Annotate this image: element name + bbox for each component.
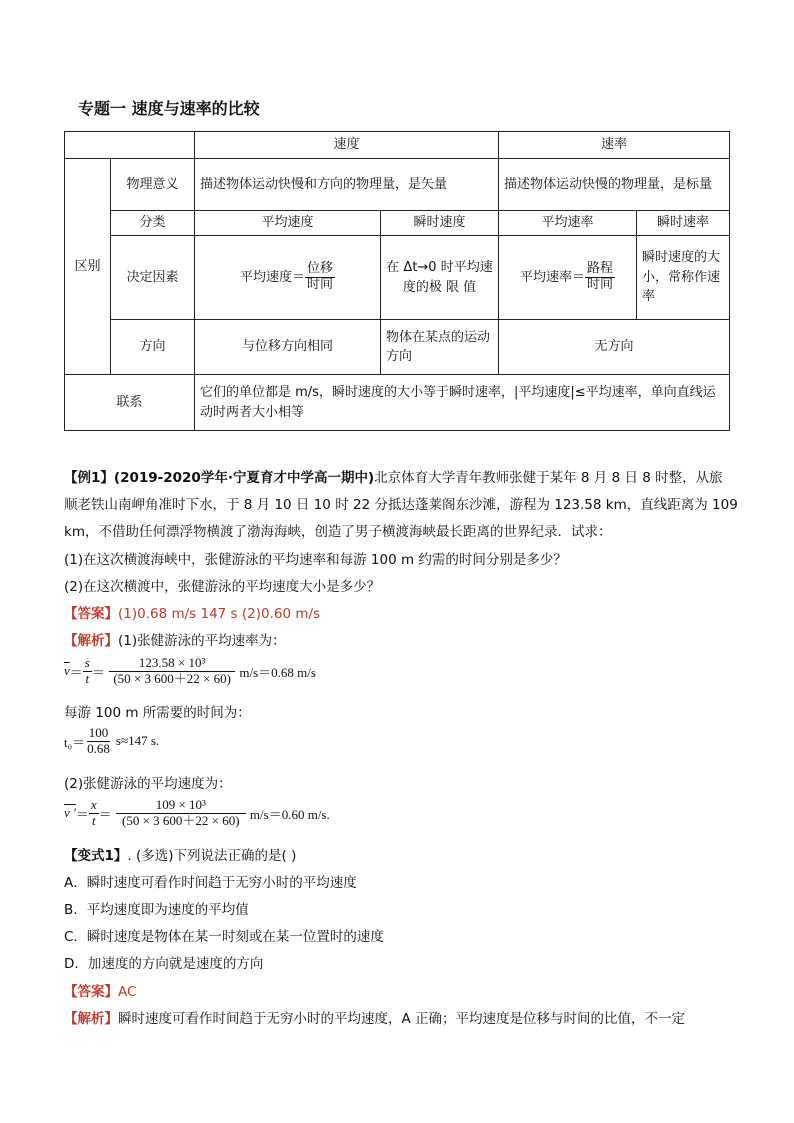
avg-speed-formula: [195, 236, 381, 320]
eq1-result: m/s＝0.68 m/s: [239, 664, 316, 680]
example1-source: (2019-2020学年·宁夏育才中学高一期中): [113, 470, 375, 486]
eq2-den: 0.68: [87, 740, 110, 756]
avg-speed-den: 时间: [307, 277, 334, 292]
eq1-num: 123.58 × 10³: [109, 656, 235, 672]
header-blank: [65, 132, 195, 159]
row-diff-label: 区别: [65, 159, 111, 375]
variant1-answer: 【答案】AC: [64, 984, 137, 1000]
eq3-den: (50 × 3 600＋22 × 60): [122, 812, 240, 828]
link-text: 它们的单位都是 m/s，瞬时速度的大小等于瞬时速率，|平均速度|≤平均速率，单向直线运动时两者大小相等: [195, 375, 730, 431]
variant1-stem: 【变式1】. (多选)下列说法正确的是( ): [64, 848, 297, 864]
eq3-result: m/s＝0.60 m/s.: [249, 806, 330, 822]
meaning-rate: 描述物体运动快慢的物理量，是标量: [499, 159, 730, 211]
example1-q2: (2)在这次横渡中，张健游泳的平均速度大小是多少？: [64, 579, 381, 595]
avg-rate-lhs: 平均速率＝: [520, 270, 586, 285]
inst-rate-header: 瞬时速率: [637, 211, 730, 236]
inst-rate-decide: 瞬时速度的大小，常称作速 率: [637, 236, 730, 320]
example1-analysis-line2: 每游 100 m 所需要的时间为：: [64, 705, 251, 721]
section-heading: 专题一 速度与速率的比较: [78, 99, 260, 118]
avg-rate-formula: [499, 236, 637, 320]
eq2-lhs: t₀＝: [64, 734, 86, 750]
dir-avg-speed: 与位移方向相同: [195, 320, 381, 375]
variant1-analysis: 【解析】瞬时速度可看作时间趋于无穷小时的平均速度，A 正确；平均速度是位移与时间的比值，不一定: [64, 1011, 686, 1027]
row-dir-label: 方向: [111, 320, 195, 375]
inst-speed-decide: 在 Δt→0 时平均速度的极 限 值: [381, 236, 499, 320]
eq2-num: 100: [88, 725, 109, 740]
avg-speed-lhs: 平均速度＝: [239, 270, 305, 285]
avg-rate-num: 路程: [587, 261, 614, 277]
eq1-den: (50 × 3 600＋22 × 60): [113, 670, 231, 686]
example1-analysis-line3: (2)张健游泳的平均速度为：: [64, 776, 232, 792]
dir-inst-speed: 物体在某点的运动方向: [381, 320, 499, 375]
eq2-result: s≈147 s.: [115, 733, 160, 749]
example1-answer: [64, 602, 320, 622]
eq3-num: 109 × 10³: [116, 798, 246, 814]
row-meaning-label: 物理意义: [111, 159, 195, 211]
variant1-option-a: A．瞬时速度可看作时间趋于无穷小时的平均速度: [64, 875, 357, 891]
row-decide-label: 决定因素: [111, 236, 195, 320]
example1-stem-line3: km，不借助任何漂浮物横渡了渤海海峡，创造了男子横渡海峡最长距离的世界纪录．试求：: [64, 524, 612, 540]
example1-tag: 【例1】: [64, 470, 114, 486]
variant1-tag: 【变式1】: [64, 848, 128, 864]
avg-rate-den: 时间: [587, 277, 614, 292]
avg-rate-header: 平均速率: [499, 211, 637, 236]
eq3-var: v ′: [64, 805, 76, 821]
variant1-option-c: C．瞬时速度是物体在某一时刻或在某一位置时的速度: [64, 929, 384, 945]
row-class-label: 分类: [111, 211, 195, 236]
variant1-option-d: D．加速度的方向就是速度的方向: [64, 956, 264, 972]
equation-avg-rate: $\overline{v}$ ＝ $\frac{s}{t}$ ＝ $\frac{\text{123.58 × 10³}}{(50 \times 3 600+22 \times 60)}$ m/s＝0.68 m/s: [64, 655, 316, 686]
example1-stem-line2: 顺老铁山南岬角准时下水，于 8 月 10 日 10 时 22 分抵达蓬莱阁东沙滩，游程为 123.58 km，直线距离为 109: [64, 497, 738, 513]
avg-speed-header: 平均速度: [195, 211, 381, 236]
example1-stem-line1: 【例1】(2019-2020学年·宁夏育才中学高一期中)北京体育大学青年教师张健于某年 8 月 8 日 8 时整，从旅: [64, 470, 723, 486]
answer-text: (1)0.68 m/s 147 s (2)0.60 m/s: [118, 606, 321, 622]
analysis-tag: 【解析】: [64, 633, 118, 649]
example1-analysis-line1: 【解析】(1)张健游泳的平均速率为：: [64, 633, 286, 649]
variant1-option-b: B．平均速度即为速度的平均值: [64, 902, 249, 918]
example1-q1: (1)在这次横渡海峡中，张健游泳的平均速率和每游 100 m 约需的时间分别是多少？: [64, 552, 567, 568]
answer-tag: 【答案】: [64, 606, 118, 622]
dir-rate: 无方向: [499, 320, 730, 375]
comparison-table: [64, 131, 730, 431]
variant1-answer-text: AC: [118, 984, 137, 1000]
eq1-var: $\overline{v}$: [64, 663, 70, 679]
row-link-label: 联系: [65, 375, 195, 431]
header-rate: 速率: [499, 132, 730, 159]
equation-time: [64, 726, 159, 757]
inst-speed-header: 瞬时速度: [381, 211, 499, 236]
header-speed: 速度: [195, 132, 499, 159]
avg-speed-num: 位移: [307, 261, 334, 277]
meaning-speed: 描述物体运动快慢和方向的物理量，是矢量: [195, 159, 499, 211]
equation-avg-speed: v ′ ＝ $\frac{x}{t}$ ＝ $\frac{\text{109 × 10³}}{(50 \times 3 600+22 \times 60)}$ m/s＝0.60 m/s.: [64, 797, 330, 828]
